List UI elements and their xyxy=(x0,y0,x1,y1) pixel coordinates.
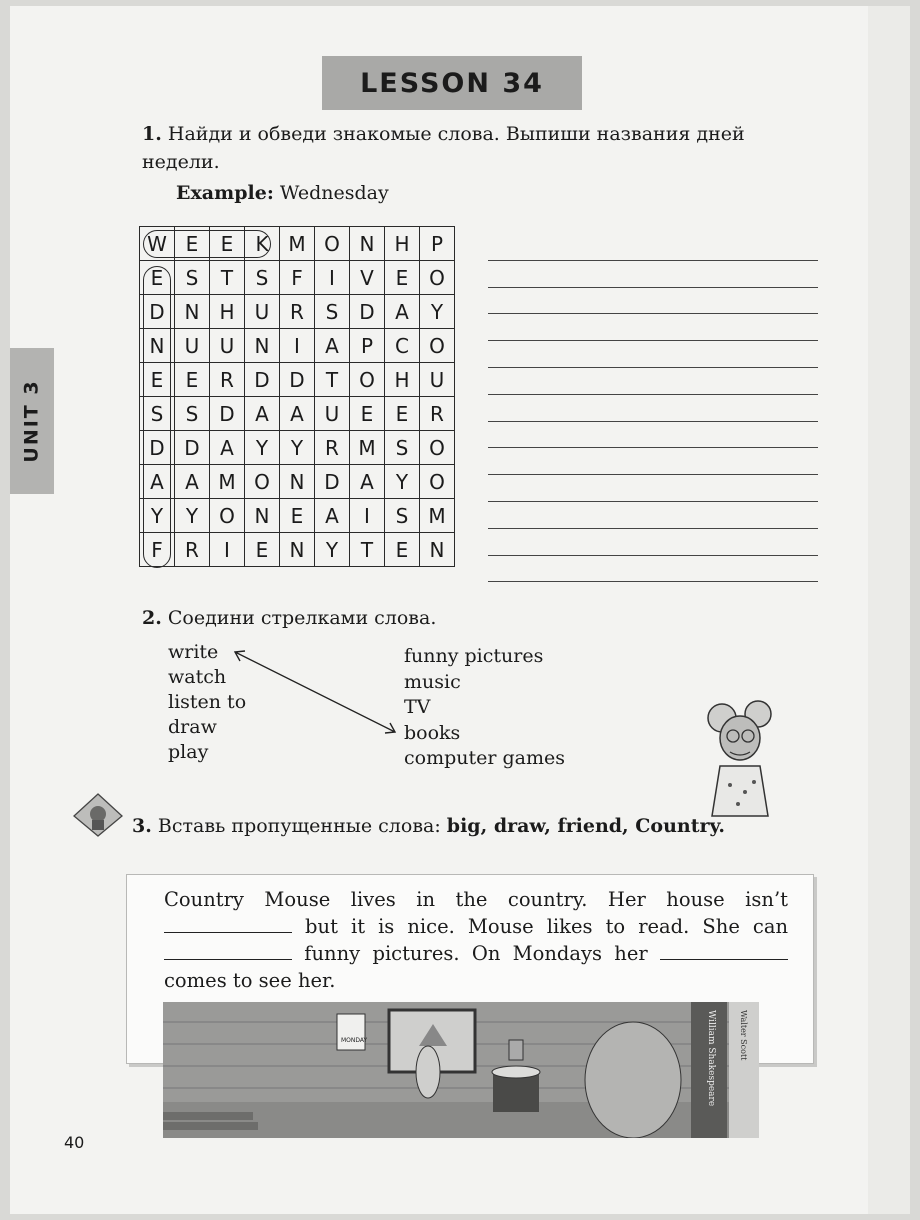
blank-3[interactable] xyxy=(660,941,788,960)
grid-cell[interactable]: D xyxy=(245,363,280,397)
grid-cell[interactable]: S xyxy=(385,431,420,465)
blank-2[interactable] xyxy=(164,941,292,960)
grid-cell[interactable]: U xyxy=(315,397,350,431)
grid-cell[interactable]: M xyxy=(210,465,245,499)
grid-cell[interactable]: H xyxy=(385,227,420,261)
grid-row xyxy=(140,499,455,533)
task3-words: big, draw, friend, Country. xyxy=(446,815,725,837)
grid-row xyxy=(140,329,455,363)
grid-cell[interactable]: I xyxy=(280,329,315,363)
grid-cell[interactable]: I xyxy=(210,533,245,567)
grid-cell[interactable]: P xyxy=(420,227,455,261)
grid-cell[interactable]: S xyxy=(175,397,210,431)
left-word[interactable]: write xyxy=(168,641,219,663)
story-part: funny pictures. On Mondays her xyxy=(304,942,648,965)
grid-cell[interactable]: H xyxy=(210,295,245,329)
grid-cell[interactable]: O xyxy=(420,465,455,499)
grid-row xyxy=(140,295,455,329)
task3-instruction xyxy=(132,812,812,840)
grid-cell[interactable]: Y xyxy=(315,533,350,567)
grid-cell[interactable]: D xyxy=(140,431,175,465)
grid-cell[interactable]: N xyxy=(280,465,315,499)
grid-cell[interactable]: E xyxy=(280,499,315,533)
grid-cell[interactable]: U xyxy=(245,295,280,329)
answer-line[interactable] xyxy=(488,368,818,395)
grid-cell[interactable]: S xyxy=(385,499,420,533)
right-word[interactable]: computer games xyxy=(404,747,565,769)
grid-cell[interactable]: A xyxy=(280,397,315,431)
answer-line[interactable] xyxy=(488,261,818,288)
page-number: 40 xyxy=(64,1133,85,1152)
left-word[interactable]: draw xyxy=(168,716,217,738)
answer-line[interactable] xyxy=(488,529,818,556)
word-search-grid[interactable] xyxy=(139,226,455,567)
story-part: comes to see her. xyxy=(164,969,336,992)
grid-cell[interactable]: N xyxy=(280,533,315,567)
grid-cell[interactable]: I xyxy=(315,261,350,295)
task1-number: 1. xyxy=(142,123,162,145)
grid-cell[interactable]: A xyxy=(175,465,210,499)
mouse-illustration xyxy=(700,690,780,820)
task1-text: Найди и обведи знакомые слова. Выпиши названия дней недели. xyxy=(142,123,745,173)
grid-cell[interactable]: T xyxy=(210,261,245,295)
grid-cell[interactable]: A xyxy=(140,465,175,499)
grid-cell[interactable]: S xyxy=(175,261,210,295)
answer-line[interactable] xyxy=(488,448,818,475)
grid-cell[interactable]: W xyxy=(140,227,175,261)
blank-1[interactable] xyxy=(164,914,292,933)
grid-cell[interactable]: A xyxy=(245,397,280,431)
grid-cell[interactable]: M xyxy=(350,431,385,465)
grid-cell[interactable]: D xyxy=(280,363,315,397)
grid-cell[interactable]: N xyxy=(175,295,210,329)
grid-cell[interactable]: O xyxy=(420,261,455,295)
connecting-arrow xyxy=(225,642,405,742)
grid-cell[interactable]: Y xyxy=(245,431,280,465)
grid-cell[interactable]: V xyxy=(350,261,385,295)
grid-cell[interactable]: A xyxy=(385,295,420,329)
grid-cell[interactable]: O xyxy=(210,499,245,533)
grid-cell[interactable]: N xyxy=(245,499,280,533)
grid-row xyxy=(140,431,455,465)
grid-cell[interactable]: E xyxy=(350,397,385,431)
grid-row xyxy=(140,261,455,295)
grid-cell[interactable]: A xyxy=(315,499,350,533)
grid-cell[interactable]: O xyxy=(420,431,455,465)
grid-cell[interactable]: S xyxy=(140,397,175,431)
circled-word-week xyxy=(143,230,271,258)
grid-cell[interactable]: E xyxy=(140,363,175,397)
story-part: but it is nice. xyxy=(305,915,455,938)
task3-text: Вставь пропущенные слова: xyxy=(157,815,441,837)
example-value: Wednesday xyxy=(279,182,389,204)
unit-tab xyxy=(10,348,54,494)
grid-cell[interactable]: T xyxy=(350,533,385,567)
grid-cell[interactable]: S xyxy=(315,295,350,329)
answer-line[interactable] xyxy=(488,502,818,529)
answer-line[interactable] xyxy=(488,341,818,368)
grid-cell[interactable]: R xyxy=(210,363,245,397)
grid-cell[interactable]: E xyxy=(175,363,210,397)
grid-cell[interactable]: R xyxy=(280,295,315,329)
grid-cell[interactable]: N xyxy=(140,329,175,363)
book-spine-1: William Shakespeare xyxy=(706,1010,716,1107)
right-word[interactable]: books xyxy=(404,721,461,744)
grid-cell[interactable]: I xyxy=(350,499,385,533)
right-word[interactable]: music xyxy=(404,670,461,693)
grid-cell[interactable]: E xyxy=(385,261,420,295)
grid-cell[interactable]: R xyxy=(315,431,350,465)
circled-word-wednesday xyxy=(143,266,171,568)
hint-icon xyxy=(70,790,126,840)
calendar-text: MONDAY xyxy=(341,1037,368,1044)
grid-cell[interactable]: E xyxy=(385,397,420,431)
grid-cell[interactable]: N xyxy=(420,533,455,567)
example-label: Example: xyxy=(176,182,274,204)
task2-number: 2. xyxy=(142,607,162,629)
grid-cell[interactable]: R xyxy=(420,397,455,431)
grid-cell[interactable]: O xyxy=(350,363,385,397)
task3-number: 3. xyxy=(132,815,152,837)
grid-cell[interactable]: D xyxy=(140,295,175,329)
grid-cell[interactable]: Y xyxy=(420,295,455,329)
grid-cell[interactable]: U xyxy=(420,363,455,397)
grid-cell[interactable]: F xyxy=(280,261,315,295)
grid-cell[interactable]: P xyxy=(350,329,385,363)
answer-line[interactable] xyxy=(488,395,818,422)
grid-cell[interactable]: E xyxy=(175,227,210,261)
answer-lines[interactable] xyxy=(488,234,818,582)
left-word[interactable]: listen to xyxy=(168,691,247,713)
story-part: Mouse likes to read. She can xyxy=(467,915,789,938)
grid-cell[interactable]: K xyxy=(245,227,280,261)
story-text xyxy=(164,886,788,994)
answer-line[interactable] xyxy=(488,314,818,341)
grid-row xyxy=(140,533,455,567)
grid-cell[interactable]: E xyxy=(385,533,420,567)
left-word[interactable]: play xyxy=(168,741,209,763)
task1-example xyxy=(176,182,389,204)
answer-line[interactable] xyxy=(488,234,818,261)
grid-cell[interactable]: O xyxy=(245,465,280,499)
grid-cell[interactable]: M xyxy=(420,499,455,533)
grid-cell[interactable]: M xyxy=(280,227,315,261)
left-word[interactable]: watch xyxy=(168,666,227,688)
grid-cell[interactable]: N xyxy=(350,227,385,261)
answer-line[interactable] xyxy=(488,556,818,583)
task2-text: Соедини стрелками слова. xyxy=(167,607,437,629)
grid-cell[interactable]: H xyxy=(385,363,420,397)
grid-row xyxy=(140,363,455,397)
grid-row xyxy=(140,465,455,499)
grid-cell[interactable]: S xyxy=(245,261,280,295)
grid-cell[interactable]: E xyxy=(245,533,280,567)
book-spine-2: Walter Scott xyxy=(739,1010,748,1061)
grid-cell[interactable]: Y xyxy=(280,431,315,465)
grid-cell[interactable]: R xyxy=(175,533,210,567)
unit-label: UNIT 3 xyxy=(21,379,44,463)
grid-cell[interactable]: O xyxy=(420,329,455,363)
grid-cell[interactable]: A xyxy=(210,431,245,465)
task1-instruction xyxy=(142,120,822,176)
grid-cell[interactable]: A xyxy=(350,465,385,499)
grid-cell[interactable]: U xyxy=(175,329,210,363)
grid-cell[interactable]: D xyxy=(315,465,350,499)
grid-cell[interactable]: Y xyxy=(175,499,210,533)
grid-cell[interactable]: O xyxy=(315,227,350,261)
answer-line[interactable] xyxy=(488,422,818,449)
grid-cell[interactable]: T xyxy=(315,363,350,397)
right-word[interactable]: TV xyxy=(404,696,431,718)
answer-line[interactable] xyxy=(488,475,818,502)
lesson-title: LESSON 34 xyxy=(360,67,544,99)
grid-cell[interactable]: U xyxy=(210,329,245,363)
story-part: Country Mouse lives in the country. Her house isn’t xyxy=(164,888,788,911)
grid-cell[interactable]: F xyxy=(140,533,175,567)
grid-cell[interactable]: D xyxy=(175,431,210,465)
grid-cell[interactable]: N xyxy=(245,329,280,363)
grid-cell[interactable]: E xyxy=(210,227,245,261)
answer-line[interactable] xyxy=(488,288,818,315)
right-word[interactable]: funny pictures xyxy=(404,645,544,667)
grid-cell[interactable]: Y xyxy=(140,499,175,533)
grid-cell[interactable]: D xyxy=(350,295,385,329)
room-illustration xyxy=(163,1002,759,1138)
page-edge xyxy=(868,6,910,1214)
grid-cell[interactable]: Y xyxy=(385,465,420,499)
grid-row xyxy=(140,397,455,431)
grid-cell[interactable]: D xyxy=(210,397,245,431)
lesson-banner xyxy=(322,56,582,110)
right-word-column xyxy=(404,644,565,772)
grid-cell[interactable]: E xyxy=(140,261,175,295)
grid-cell[interactable]: A xyxy=(315,329,350,363)
task2-instruction xyxy=(142,604,742,632)
grid-cell[interactable]: C xyxy=(385,329,420,363)
